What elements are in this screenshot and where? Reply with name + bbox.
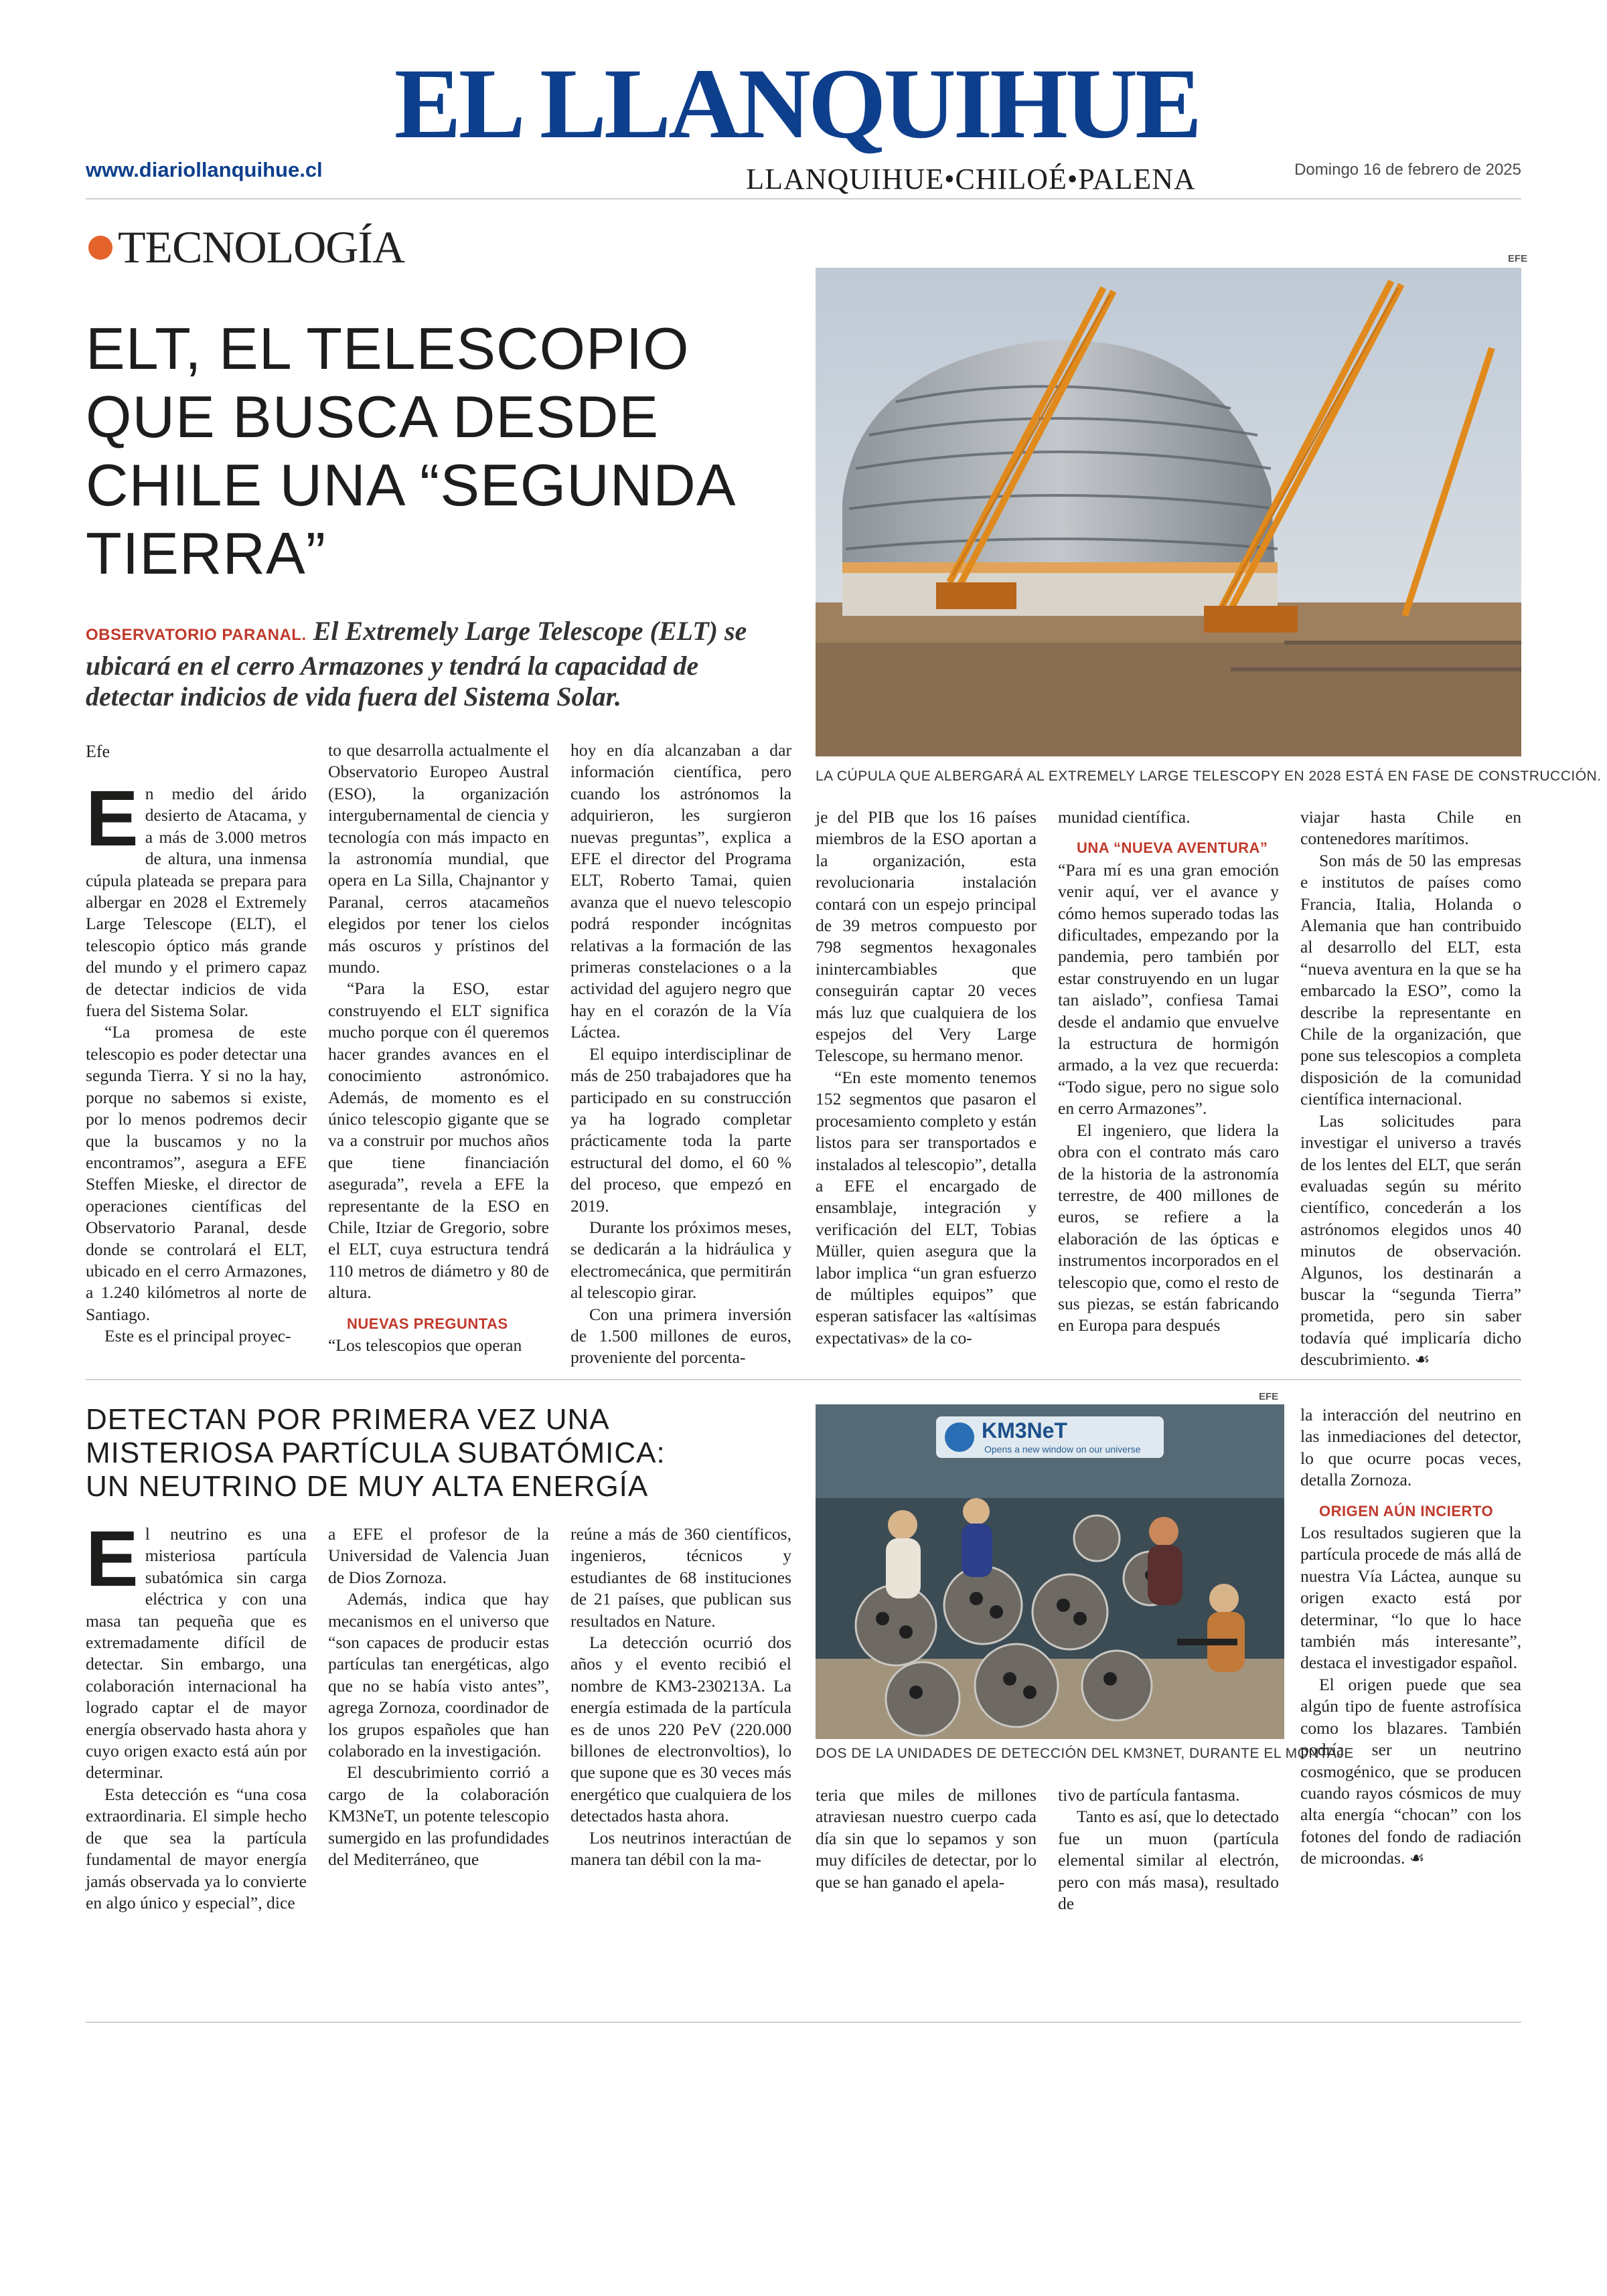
paragraph: “Para mí es una gran emoción venir aquí, ver el avance y cómo hemos superado todas las dificultades, empezando por la pandemia, pero también por estar construyendo en un lugar tan aislado”, confiesa Tamai desde el andamio que envuelve la estructura de hormigón armado, a la vez que recuerda: “Todo sigue, pero no sigue solo en cerro Armazones”. [1058,859,1279,1119]
section-dot-icon [88,236,112,260]
paragraph: Las solicitudes para investigar el universo a través de los lentes del ELT, que serán evaluadas según su mérito científico, concederán a los astrónomos elegidos unos 40 minutos de observación. Algunos, los destinarán a buscar la “segunda Tierra” prometida, pero sin saber todavía qué implicaría dicho descubrimiento. ☙ [1300,1111,1521,1370]
dropcap: E [86,774,139,863]
section-label [88,221,404,274]
paragraph: viajar hasta Chile en contenedores marítimos. [1300,807,1521,849]
story1-headline [86,315,755,588]
paragraph: to que desarrolla actualmente el Observatorio Europeo Austral (ESO), la organización intergubernamental de ciencia y tecnología con más impacto en la astronomía mundial, que opera en La Silla, Chajnantor y Paranal, cerros atacameños elegidos por tener los cielos más oscuros y prístinos del mundo. [328,740,549,977]
km3net-sign-sub: Opens a new window on our universe [984,1444,1141,1455]
story1-column-2 [328,740,549,1356]
paragraph: hoy en día alcanzaban a dar información científica, pero cuando los astrónomos la adquirieron, les surgieron nuevas preguntas”, explica a EFE el director del Programa ELT, Roberto Tamai, quien avanza que el nuevo telescopio podrá responder incógnitas relativas a la formación de las primeras constelaciones o a la actividad del agujero negro que hay en el corazón de la Vía Láctea. [570,740,791,1042]
paragraph: El neutrino es una misteriosa partícula subatómica sin carga eléctrica y con una masa tan pequeña que es extremadamente difícil de detectar. Sin embargo, una colaboración internacional ha logrado captar el de mayor energía observado hasta ahora y cuyo origen exacto está aún por determinar. [86,1515,307,1783]
paragraph: teria que miles de millones atraviesan nuestro cuerpo cada día sin que lo sepamos y son muy difíciles de detectar, por lo que se han ganado el apela- [816,1785,1037,1892]
elt-dome-illustration [816,268,1521,756]
story1-deck [86,616,762,712]
km3net-sign: KM3NeT [982,1418,1068,1443]
photo-caption: DOS DE LA UNIDADES DE DETECCIÓN DEL KM3NET, DURANTE EL MONTAJE [816,1746,1354,1761]
paragraph: Esta detección es “una cosa extraordinaria. El simple hecho de que sea la partícula fundamental de mayor energía jamás observada ya lo convierte en algo único y especial”, dice [86,1784,307,1912]
headline-line: UN NEUTRINO DE MUY ALTA ENERGÍA [86,1470,649,1503]
publication-date: Domingo 16 de febrero de 2025 [1294,161,1521,179]
km3net-lab-illustration [816,1404,1284,1739]
story1-column-1 [86,774,307,1347]
byline: Efe [86,742,110,761]
paragraph: La detección ocurrió dos años y el evento recibió el nombre de KM3-230213A. La energía estimada de la partícula es de unos 220 PeV (220.000 billones de electronvoltios), lo que supone que es 30 veces más energético que cualquiera de los detectados hasta ahora. [570,1633,791,1826]
subhead: ORIGEN AÚN INCIERTO [1319,1502,1494,1520]
story2-column-6 [1300,1404,1521,1870]
paragraph: Durante los próximos meses, se dedicarán a la hidráulica y electromecánica, que permitirán al telescopio girar. [570,1217,791,1303]
paragraph: “Los telescopios que operan [328,1335,522,1355]
story2-column-1 [86,1515,307,1914]
paragraph: munidad científica. [1058,807,1191,827]
paragraph: Los neutrinos interactúan de manera tan débil con la ma- [570,1827,791,1870]
story2-column-3 [570,1524,791,1871]
paragraph: la interacción del neutrino en las inmediaciones del detector, lo que ocurre pocas veces, detalla Zornoza. [1300,1405,1521,1490]
paragraph: “La promesa de este telescopio es poder detectar una segunda Tierra. Y si no la hay, porque no sabemos si existe, por lo menos podremos decir que la buscamos y no la encontramos”, asegura a EFE Steffen Mieske, el director de operaciones científicas del Observatorio Paranal, desde donde se controlará el ELT, ubicado en el cerro Armazones, a 1.240 kilómetros al norte de Santiago. [86,1022,307,1324]
dropcap: E [86,1515,139,1603]
story2-column-4 [816,1785,1037,1893]
headline-line: CHILE UNA “SEGUNDA [86,452,737,518]
paragraph: Los resultados sugieren que la partícula procede de más allá de nuestra Vía Láctea, aunque su origen exacto está por determinar, “lo que lo hace también más interesante”, destaca el investigador español. [1300,1523,1521,1673]
headline-line: MISTERIOSA PARTÍCULA SUBATÓMICA: [86,1437,666,1469]
paragraph: Este es el principal proyec- [104,1326,291,1346]
story2-column-2 [328,1524,549,1871]
footer-divider [86,2022,1521,2023]
paragraph: El descubrimiento corrió a cargo de la colaboración KM3NeT, un potente telescopio sumergido en las profundidades del Mediterráneo, que [328,1762,549,1870]
headline-line: ELT, EL TELESCOPIO [86,315,690,382]
paragraph: tivo de partícula fantasma. [1058,1785,1240,1805]
paragraph: El equipo interdisciplinar de más de 250 trabajadores que ha participado en su construcción ya ha logrado completar prácticamente toda la parte estructural del domo, el 60 % del proceso, que empezó en 2019. [570,1044,791,1216]
masthead-logo[interactable]: EL LLANQUIHUE [394,48,1200,159]
story2-column-5 [1058,1785,1279,1914]
paragraph: “En este momento tenemos 152 segmentos que pasaron el procesamiento completo y están listos para ser transportados e instalados al telescopio”, detalla a EFE el encargado de ensamblaje, integración y verificación del ELT, Tobias Müller, quien asegura que la labor implica “un gran esfuerzo de múltiples equipos” que esperan satisfacer las «altísimas expectativas» de la co- [816,1067,1037,1347]
paragraph: El origen puede que sea algún tipo de fuente astrofísica como los blazares. También podría ser un neutrino cosmogénico, que se producen cuando rayos cósmicos de muy alta energía “chocan” con los fotones del fondo de radiación de microondas. ☙ [1300,1674,1521,1868]
masthead-divider [86,198,1521,199]
story1-column-4 [816,807,1037,1349]
photo-credit: EFE [1259,1391,1279,1402]
photo-caption: LA CÚPULA QUE ALBERGARÁ AL EXTREMELY LARGE TELESCOPY EN 2028 ESTÁ EN FASE DE CONSTRUCCIÓN. [816,768,1602,784]
photo-credit: EFE [1508,253,1528,264]
km3net-photo[interactable] [816,1404,1284,1739]
paragraph: En medio del árido desierto de Atacama, y a más de 3.000 metros de altura, una inmensa cúpula plateada se prepara para albergar en 2028 el Extremely Large Telescope (ELT), el telescopio óptico más grande del mundo y el primero capaz de detectar indicios de vida fuera del Sistema Solar. [86,774,307,1021]
story1-kicker: OBSERVATORIO PARANAL. [86,626,307,644]
paragraph: El ingeniero, que lidera la obra con el contrato más caro de la historia de la astronomía terrestre, de 400 millones de euros, se refiere a la elaboración de las ópticas e instrumentos incorporados en el telescopio que, como el resto de sus piezas, se están fabricando en Europa para después [1058,1120,1279,1335]
story1-column-6 [1300,807,1521,1371]
elt-dome-photo[interactable] [816,268,1521,756]
subhead: NUEVAS PREGUNTAS [347,1315,508,1332]
paragraph: Son más de 50 las empresas e institutos de países como Francia, Italia, Holanda o Alemania que han contribuido al desarrollo del ELT, esta “nueva aventura en la que se ha embarcado la ESO”, como la describe la representante en Chile de la organización, que pone sus telescopios a completa disposición de la comunidad científica internacional. [1300,850,1521,1109]
section-label-text: TECNOLOGÍA [118,222,405,272]
paragraph: Tanto es así, que lo detectado fue un muon (partícula elemental similar al electrón, pero con más masa), resultado de [1058,1807,1279,1914]
story2-headline [86,1403,789,1503]
paragraph: Con una primera inversión de 1.500 millones de euros, proveniente del porcenta- [570,1304,791,1368]
headline-line: QUE BUSCA DESDE [86,384,660,450]
story1-column-5 [1058,807,1279,1337]
headline-line: TIERRA” [86,520,326,586]
paragraph: “Para la ESO, estar construyendo el ELT significa mucho porque con él queremos hacer grandes avances en el conocimiento astronómico. Además, de momento es el único telescopio gigante que se va a construir por muchos años que tiene financiación asegurada”, revela a EFE la representante de la ESO en Chile, Itziar de Gregorio, sobre el ELT, cuya estructura tendrá 110 metros de diámetro y 80 de altura. [328,979,549,1303]
subhead: UNA “NUEVA AVENTURA” [1077,839,1268,857]
paragraph: Además, indica que hay mecanismos en el universo que “son capaces de producir estas partículas tan energéticas, algo que no se había visto antes”, agrega Zornoza, coordinador de los grupos españoles que han colaborado en la investigación. [328,1589,549,1761]
paragraph: a EFE el profesor de la Universidad de Valencia Juan de Dios Zornoza. [328,1524,549,1587]
headline-line: DETECTAN POR PRIMERA VEZ UNA [86,1403,610,1436]
paragraph: je del PIB que los 16 países miembros de la ESO aportan a la organización, esta revolucionaria instalación contará con un espejo principal de 39 metros compuesto por 798 segmentos hexagonales inintercambiables que conseguirán captar 20 veces más luz que cualquiera de los espejos del Very Large Telescope, su hermano menor. [816,807,1037,1066]
site-url-link[interactable]: www.diariollanquihue.cl [86,158,323,181]
paragraph: reúne a más de 360 científicos, ingenieros, técnicos y estudiantes de 68 instituciones de 21 países, que publican sus resultados en Nature. [570,1524,791,1631]
story1-column-3 [570,740,791,1369]
story1-deck-text: El Extremely Large Telescope (ELT) se ubicará en el cerro Armazones y tendrá la capacidad de detectar indicios de vida fuera del Sistema Solar. [86,616,747,712]
story-divider [86,1379,1521,1380]
masthead-regions: LLANQUIHUE•CHILOÉ•PALENA [746,163,1196,195]
